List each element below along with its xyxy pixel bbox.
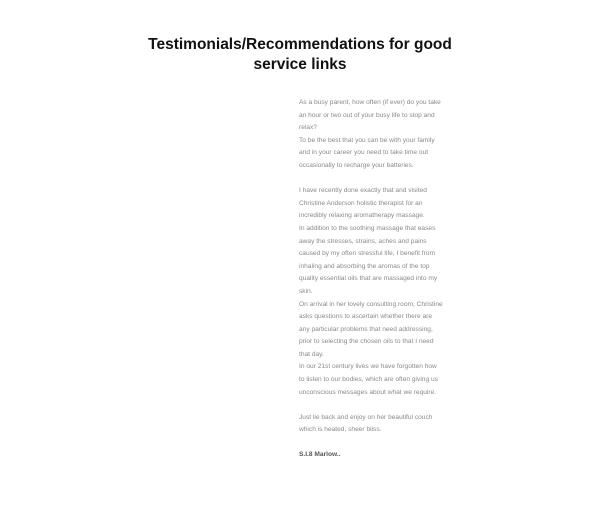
testimonial-line: On arrival in her lovely consulting room, Christine [299, 300, 443, 308]
testimonial-line: prior to selecting the chosen oils to that I need [299, 338, 434, 346]
paragraph-break [299, 173, 469, 186]
testimonial-line: In our 21st century lives we have forgotten how [299, 363, 437, 371]
testimonial-line: away the stresses, strains, aches and pains [299, 237, 427, 245]
testimonial-line: and in your career you need to take time out [299, 149, 429, 157]
testimonial-line: relax? [299, 124, 317, 132]
testimonial-line: any particular problems that need addressing, [299, 325, 433, 333]
testimonial-line: inhaling and absorbing the aromas of the top [299, 262, 430, 270]
testimonial-line: skin. [299, 287, 313, 295]
testimonial-line: an hour or two out of your busy life to stop and [299, 111, 435, 119]
testimonial-line: Just lie back and enjoy on her beautiful couch [299, 413, 433, 421]
testimonial-body [299, 97, 469, 437]
testimonial-line: As a busy parent, how often (if ever) do you take [299, 99, 441, 106]
testimonial-line: unconscious messages about what we require. [299, 388, 437, 396]
testimonial-signature: S.I.8 Marlow.. [299, 451, 341, 458]
testimonial-line: to listen to our bodies, which are often giving us [299, 376, 438, 384]
paragraph-break [299, 399, 469, 412]
testimonial-line: that day. [299, 350, 324, 358]
testimonial-line: quality essential oils that are massaged into my [299, 275, 438, 283]
testimonial-line: To be the best that you can be with your family [299, 136, 435, 144]
page-title-line-2: service links [253, 56, 347, 73]
testimonial-line: asks questions to ascertain whether there are [299, 313, 433, 321]
testimonial-line: I have recently done exactly that and visited [299, 187, 427, 195]
testimonial-line: which is heated, sheer bliss. [299, 426, 382, 434]
page-title-line-1: Testimonials/Recommendations for good [148, 36, 452, 53]
testimonial-line: caused by my often stressful life, I benefit from [299, 250, 435, 258]
testimonial-line: In addition to the soothing massage that eases [299, 224, 436, 232]
page-title [120, 35, 480, 75]
testimonial-line: Christine Anderson holistic therapist for an [299, 199, 423, 207]
testimonial-line: occasionally to recharge your batteries. [299, 161, 414, 169]
testimonial-line: incredibly relaxing aromatherapy massage. [299, 212, 425, 220]
